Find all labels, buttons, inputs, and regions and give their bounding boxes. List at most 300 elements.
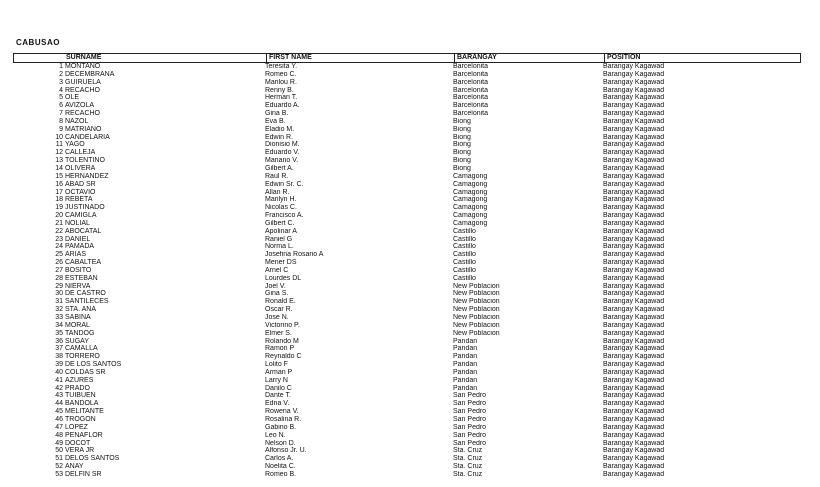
position-cell: Barangay Kagawad	[603, 431, 665, 439]
table-row	[13, 306, 801, 314]
position-cell: Barangay Kagawad	[603, 212, 665, 220]
row-number: 7	[59, 110, 63, 118]
barangay-cell: Barcelonita	[453, 70, 489, 78]
first-name-cell: Jose N.	[265, 314, 289, 322]
surname-cell	[13, 440, 265, 448]
row-number: 23	[55, 235, 63, 243]
table-row	[13, 149, 801, 157]
row-number: 27	[55, 266, 63, 274]
position-cell: Barangay Kagawad	[603, 243, 665, 251]
barangay-cell: San Pedro	[453, 439, 487, 447]
row-number: 14	[55, 164, 63, 172]
position-cell: Barangay Kagawad	[603, 329, 665, 337]
position-cell: Barangay Kagawad	[603, 86, 665, 94]
surname: MATRIANO	[65, 125, 102, 133]
table-row	[13, 290, 801, 298]
surname-cell	[13, 220, 265, 228]
row-number: 29	[55, 282, 63, 290]
row-number: 48	[55, 431, 63, 439]
table-row	[13, 63, 801, 71]
row-number: 3	[59, 78, 63, 86]
first-name-cell: Edwin R.	[265, 133, 294, 141]
position-cell: Barangay Kagawad	[603, 463, 665, 471]
row-number: 1	[59, 63, 63, 71]
first-name-cell: Eduardo A.	[265, 102, 300, 110]
barangay-cell: Barcelonita	[453, 102, 489, 110]
barangay-cell: New Poblacion	[453, 321, 500, 329]
surname: DECEMBRANA	[65, 70, 115, 78]
table-row	[13, 79, 801, 87]
first-name-cell: Victorino P.	[265, 321, 300, 329]
surname-cell	[13, 189, 265, 197]
position-cell: Barangay Kagawad	[603, 78, 665, 86]
table-row	[13, 228, 801, 236]
barangay-cell: New Poblacion	[453, 306, 500, 314]
table-row	[13, 455, 801, 463]
first-name-cell: Oscar R.	[265, 306, 293, 314]
surname: DE LOS SANTOS	[65, 361, 122, 369]
surname-cell	[13, 306, 265, 314]
surname-cell	[13, 71, 265, 79]
table-row	[13, 189, 801, 197]
header-position: POSITION	[604, 54, 790, 62]
row-number: 52	[55, 463, 63, 471]
surname: ABAD SR	[65, 180, 96, 188]
surname-cell	[13, 314, 265, 322]
table-row	[13, 408, 801, 416]
surname-cell	[13, 290, 265, 298]
row-number: 51	[55, 455, 63, 463]
barangay-cell: Pandan	[453, 345, 478, 353]
position-cell: Barangay Kagawad	[603, 337, 665, 345]
first-name-cell: Lourdes DL	[265, 274, 302, 282]
position-cell: Barangay Kagawad	[603, 164, 665, 172]
table-row	[13, 71, 801, 79]
position-cell: Barangay Kagawad	[603, 125, 665, 133]
first-name-cell: Marilou R.	[265, 78, 297, 86]
barangay-cell: Biong	[453, 141, 471, 149]
first-name-cell: Arman P	[265, 368, 293, 376]
table-row	[13, 440, 801, 448]
surname: TROGON	[65, 415, 96, 423]
table-row	[13, 298, 801, 306]
document-title: CABUSAO	[16, 38, 60, 47]
first-name-cell: Rowena V.	[265, 408, 299, 416]
position-cell: Barangay Kagawad	[603, 251, 665, 259]
position-cell: Barangay Kagawad	[603, 70, 665, 78]
table-row	[13, 447, 801, 455]
position-cell: Barangay Kagawad	[603, 392, 665, 400]
first-name-cell: Gina B.	[265, 110, 289, 118]
table-row	[13, 424, 801, 432]
first-name-cell: Elmer S.	[265, 329, 292, 337]
surname: PEÑAFLOR	[65, 431, 103, 439]
row-number: 21	[55, 219, 63, 227]
barangay-cell: San Pedro	[453, 392, 487, 400]
first-name-cell: Raniel G	[265, 235, 293, 243]
position-cell: Barangay Kagawad	[603, 400, 665, 408]
barangay-cell: Pandan	[453, 337, 478, 345]
first-name-cell: Romeo C.	[265, 70, 297, 78]
barangay-cell: Castillo	[453, 266, 476, 274]
table-row	[13, 353, 801, 361]
table-row	[13, 338, 801, 346]
surname-cell	[13, 392, 265, 400]
row-number: 47	[55, 423, 63, 431]
row-number: 28	[55, 274, 63, 282]
first-name-cell: Nelson D.	[265, 439, 296, 447]
row-number: 13	[55, 157, 63, 165]
position-cell: Barangay Kagawad	[603, 314, 665, 322]
first-name-cell: Renny B.	[265, 86, 294, 94]
table-row	[13, 400, 801, 408]
row-number: 20	[55, 212, 63, 220]
surname: NIERVA	[65, 282, 91, 290]
first-name-cell: Ronald E.	[265, 298, 296, 306]
table-row	[13, 102, 801, 110]
barangay-cell: Camagong	[453, 204, 488, 212]
surname-cell	[13, 212, 265, 220]
table-row	[13, 432, 801, 440]
barangay-cell: Pandan	[453, 361, 478, 369]
position-cell: Barangay Kagawad	[603, 368, 665, 376]
surname: RECACHO	[65, 110, 101, 118]
barangay-cell: Camagong	[453, 219, 488, 227]
surname-cell	[13, 228, 265, 236]
surname: TOLENTINO	[65, 157, 105, 165]
surname: CAMALLA	[65, 345, 98, 353]
table-row	[13, 330, 801, 338]
surname: TUIBUEN	[65, 392, 96, 400]
surname-cell	[13, 361, 265, 369]
first-name-cell: Herman T.	[265, 94, 298, 102]
header-surname: SURNAME	[66, 54, 102, 62]
surname-cell	[13, 259, 265, 267]
barangay-cell: Castillo	[453, 274, 476, 282]
surname-cell	[13, 94, 265, 102]
barangay-cell: Castillo	[453, 227, 476, 235]
barangay-cell: Camagong	[453, 188, 488, 196]
table-row	[13, 416, 801, 424]
position-cell: Barangay Kagawad	[603, 274, 665, 282]
position-cell: Barangay Kagawad	[603, 219, 665, 227]
surname: AVIZOLA	[65, 102, 95, 110]
position-cell: Barangay Kagawad	[603, 384, 665, 392]
position-cell: Barangay Kagawad	[603, 415, 665, 423]
position-cell: Barangay Kagawad	[603, 188, 665, 196]
position-cell: Barangay Kagawad	[603, 447, 665, 455]
first-name-cell: Mener DS	[265, 259, 297, 267]
first-name-cell: Norma L.	[265, 243, 294, 251]
first-name-cell: Edna V.	[265, 400, 290, 408]
table-row	[13, 212, 801, 220]
surname-cell	[13, 400, 265, 408]
surname: MELITANTE	[65, 408, 104, 416]
barangay-cell: Camagong	[453, 196, 488, 204]
first-name-cell: Arnel C	[265, 266, 289, 274]
table-row	[13, 87, 801, 95]
row-number: 50	[55, 447, 63, 455]
header-barangay: BARANGAY	[454, 54, 604, 62]
barangay-cell: Castillo	[453, 259, 476, 267]
row-number: 46	[55, 415, 63, 423]
table-header	[13, 53, 801, 63]
surname: PAMADA	[65, 243, 95, 251]
first-name-cell: Eladio M.	[265, 125, 295, 133]
officials-table	[13, 53, 801, 479]
row-number: 5	[59, 94, 63, 102]
first-name-cell: Teresita Y.	[265, 63, 298, 71]
surname: NOLIAL	[65, 219, 90, 227]
first-name-cell: Raul R.	[265, 172, 289, 180]
first-name-cell: Edwin Sr. C.	[265, 180, 304, 188]
barangay-cell: San Pedro	[453, 400, 487, 408]
surname: DELFIN SR	[65, 470, 102, 478]
surname-cell	[13, 157, 265, 165]
position-cell: Barangay Kagawad	[603, 157, 665, 165]
surname: NAZOL	[65, 117, 89, 125]
barangay-cell: Sta. Cruz	[453, 463, 483, 471]
position-cell: Barangay Kagawad	[603, 361, 665, 369]
row-number: 2	[59, 70, 63, 78]
barangay-cell: Barcelonita	[453, 86, 489, 94]
table-body	[13, 63, 801, 479]
barangay-cell: Sta. Cruz	[453, 470, 483, 478]
barangay-cell: Barcelonita	[453, 94, 489, 102]
first-name-cell: Gina S.	[265, 290, 289, 298]
surname-cell	[13, 165, 265, 173]
row-number: 11	[55, 141, 63, 149]
row-number: 42	[55, 384, 63, 392]
surname: YAGO	[65, 141, 85, 149]
first-name-cell: Leo N.	[265, 431, 286, 439]
row-number: 41	[55, 376, 63, 384]
surname: LOPEZ	[65, 423, 88, 431]
surname: RECACHO	[65, 86, 101, 94]
position-cell: Barangay Kagawad	[603, 266, 665, 274]
row-number: 6	[59, 102, 63, 110]
position-cell: Barangay Kagawad	[603, 204, 665, 212]
row-number: 45	[55, 408, 63, 416]
surname: MONTAÑO	[65, 63, 101, 71]
table-row	[13, 196, 801, 204]
barangay-cell: Camagong	[453, 212, 488, 220]
position-cell: Barangay Kagawad	[603, 94, 665, 102]
row-number: 39	[55, 361, 63, 369]
surname: ARIAS	[65, 251, 87, 259]
table-row	[13, 141, 801, 149]
first-name-cell: Mariano V.	[265, 157, 299, 165]
surname: MORAL	[65, 321, 90, 329]
first-name-cell: Francisco A.	[265, 212, 304, 220]
row-number: 34	[55, 321, 63, 329]
table-row	[13, 259, 801, 267]
table-row	[13, 110, 801, 118]
table-row	[13, 471, 801, 479]
row-number: 8	[59, 117, 63, 125]
table-row	[13, 314, 801, 322]
table-row	[13, 345, 801, 353]
row-number: 49	[55, 439, 63, 447]
first-name-cell: Dionisio M.	[265, 141, 300, 149]
table-row	[13, 385, 801, 393]
first-name-cell: Danilo C	[265, 384, 292, 392]
row-number: 44	[55, 400, 63, 408]
surname: OLE	[65, 94, 80, 102]
surname-cell	[13, 102, 265, 110]
first-name-cell: Noelita C.	[265, 463, 296, 471]
barangay-cell: Biong	[453, 164, 471, 172]
surname: CALLEJA	[65, 149, 96, 157]
row-number: 32	[55, 306, 63, 314]
surname-cell	[13, 424, 265, 432]
first-name-cell: Eva B.	[265, 117, 286, 125]
row-number: 15	[55, 172, 63, 180]
surname-cell	[13, 369, 265, 377]
table-row	[13, 377, 801, 385]
row-number: 43	[55, 392, 63, 400]
position-cell: Barangay Kagawad	[603, 290, 665, 298]
table-row	[13, 283, 801, 291]
position-cell: Barangay Kagawad	[603, 117, 665, 125]
surname-cell	[13, 126, 265, 134]
barangay-cell: Pandan	[453, 376, 478, 384]
position-cell: Barangay Kagawad	[603, 282, 665, 290]
position-cell: Barangay Kagawad	[603, 196, 665, 204]
table-row	[13, 204, 801, 212]
barangay-cell: Biong	[453, 133, 471, 141]
first-name-cell: Rolando M	[265, 337, 299, 345]
first-name-cell: Larry N	[265, 376, 288, 384]
table-row	[13, 126, 801, 134]
surname-cell	[13, 243, 265, 251]
position-cell: Barangay Kagawad	[603, 439, 665, 447]
barangay-cell: San Pedro	[453, 408, 487, 416]
first-name-cell: Josefina Rosario A	[265, 251, 324, 259]
surname-cell	[13, 196, 265, 204]
barangay-cell: Biong	[453, 117, 471, 125]
surname: DOCOT	[65, 439, 91, 447]
surname: ANAY	[65, 463, 84, 471]
surname-cell	[13, 283, 265, 291]
position-cell: Barangay Kagawad	[603, 345, 665, 353]
surname-cell	[13, 63, 265, 71]
barangay-cell: Sta. Cruz	[453, 447, 483, 455]
table-row	[13, 157, 801, 165]
barangay-cell: San Pedro	[453, 415, 487, 423]
barangay-cell: Castillo	[453, 243, 476, 251]
barangay-cell: Barcelonita	[453, 63, 489, 71]
position-cell: Barangay Kagawad	[603, 63, 665, 71]
barangay-cell: Biong	[453, 125, 471, 133]
row-number: 37	[55, 345, 63, 353]
first-name-cell: Romeo B.	[265, 470, 297, 478]
surname-cell	[13, 353, 265, 361]
table-row	[13, 236, 801, 244]
table-row	[13, 181, 801, 189]
table-row	[13, 275, 801, 283]
position-cell: Barangay Kagawad	[603, 172, 665, 180]
surname: SANTILECES	[65, 298, 109, 306]
position-cell: Barangay Kagawad	[603, 306, 665, 314]
first-name-cell: Eduardo V.	[265, 149, 300, 157]
surname: AZURES	[65, 376, 94, 384]
surname-cell	[13, 463, 265, 471]
first-name-cell: Reynaldo C	[265, 353, 302, 361]
position-cell: Barangay Kagawad	[603, 133, 665, 141]
position-cell: Barangay Kagawad	[603, 376, 665, 384]
surname: DELOS SANTOS	[65, 455, 120, 463]
surname: PRADO	[65, 384, 90, 392]
table-row	[13, 94, 801, 102]
surname-cell	[13, 322, 265, 330]
surname-cell	[13, 416, 265, 424]
surname: DANIEL	[65, 235, 91, 243]
table-row	[13, 243, 801, 251]
surname: STA. ANA	[65, 306, 96, 314]
surname-cell	[13, 173, 265, 181]
surname-cell	[13, 204, 265, 212]
surname: GUIRUELA	[65, 78, 101, 86]
surname: VERA JR	[65, 447, 95, 455]
position-cell: Barangay Kagawad	[603, 141, 665, 149]
surname-cell	[13, 118, 265, 126]
table-row	[13, 251, 801, 259]
table-row	[13, 173, 801, 181]
first-name-cell: Apolinar A	[265, 227, 297, 235]
first-name-cell: Rosalina R.	[265, 415, 302, 423]
row-number: 31	[55, 298, 63, 306]
surname-cell	[13, 236, 265, 244]
surname-cell	[13, 275, 265, 283]
barangay-cell: Biong	[453, 157, 471, 165]
position-cell: Barangay Kagawad	[603, 470, 665, 478]
position-cell: Barangay Kagawad	[603, 259, 665, 267]
table-row	[13, 322, 801, 330]
barangay-cell: New Poblacion	[453, 314, 500, 322]
table-row	[13, 267, 801, 275]
surname: BANDOLA	[65, 400, 99, 408]
table-row	[13, 361, 801, 369]
surname: CAMIGLA	[65, 212, 97, 220]
surname: ABOCATAL	[65, 227, 102, 235]
surname: TANDOG	[65, 329, 95, 337]
first-name-cell: Lolito F	[265, 361, 288, 369]
surname-cell	[13, 149, 265, 157]
surname-cell	[13, 251, 265, 259]
position-cell: Barangay Kagawad	[603, 227, 665, 235]
first-name-cell: Carlos A.	[265, 455, 294, 463]
surname: CABALTEA	[65, 259, 102, 267]
surname: SABIÑA	[65, 314, 91, 322]
surname: CANDELARIA	[65, 133, 110, 141]
surname-cell	[13, 79, 265, 87]
barangay-cell: Camagong	[453, 180, 488, 188]
surname-cell	[13, 181, 265, 189]
surname: DE CASTRO	[65, 290, 106, 298]
surname: TORRERO	[65, 353, 100, 361]
surname-cell	[13, 447, 265, 455]
surname-cell	[13, 110, 265, 118]
barangay-cell: Barcelonita	[453, 78, 489, 86]
surname: SUGAY	[65, 337, 89, 345]
table-row	[13, 134, 801, 142]
first-name-cell: Gilbert A.	[265, 164, 294, 172]
position-cell: Barangay Kagawad	[603, 149, 665, 157]
barangay-cell: Biong	[453, 149, 471, 157]
barangay-cell: New Poblacion	[453, 329, 500, 337]
surname-cell	[13, 471, 265, 479]
